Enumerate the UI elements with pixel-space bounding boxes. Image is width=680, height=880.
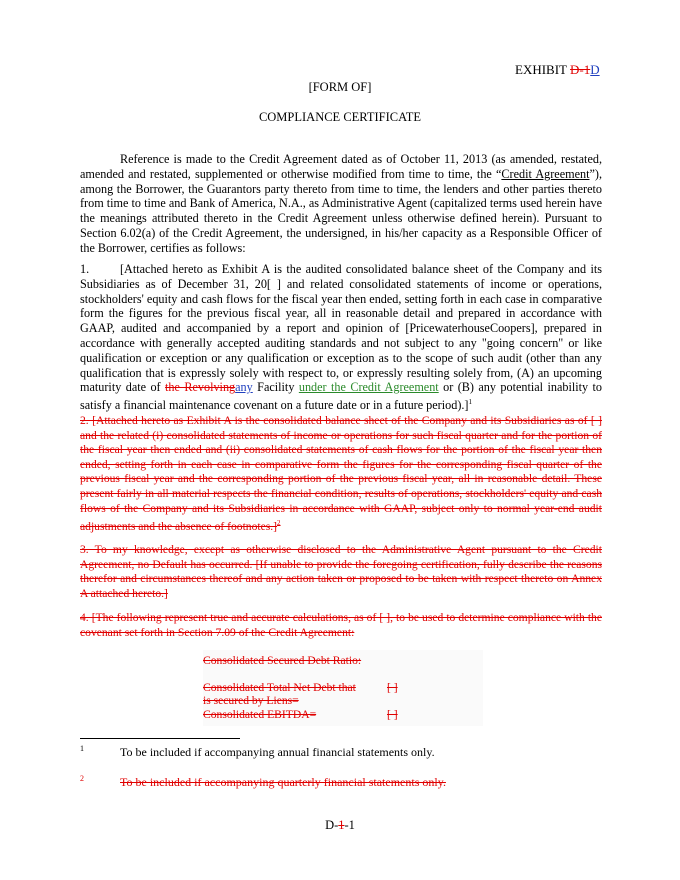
intro-paragraph: Reference is made to the Credit Agreement dated as of October 11, 2013 (as amended, restated, amended and restated, supplemented or otherwise modified from time to time, the “Credit Agreement”), among the Borrower, the Guarantors party thereto from time to time, the lenders and other parties thereto from time to time and Bank of America, N.A., as Administrative Agent (capitalized terms used herein have the meanings attributed thereto in the Credit Agreement unless otherwise defined herein). Pursuant to Section 6.02(a) of the Credit Agreement, the undersigned, in his/her capacity as a Responsible Officer of the Borrower, certifies as follows: xyxy=(80,152,602,255)
inserted-text-any: any xyxy=(235,380,253,395)
form-of-label: [FORM OF] xyxy=(308,80,372,94)
footnote-2-text: To be included if accompanying quarterly financial statements only. xyxy=(120,775,446,789)
footnote-separator xyxy=(80,738,240,739)
footnote-2 xyxy=(80,774,446,790)
inserted-text-under-credit-agreement: under the Credit Agreement xyxy=(298,380,439,395)
deleted-text-revolving: the Revolving xyxy=(165,380,236,395)
page-number-deleted: 1 xyxy=(338,818,345,832)
item-1-paragraph: 1. [Attached hereto as Exhibit A is the audited consolidated balance sheet of the Company and its Subsidiaries as of December 31, 20[ ] and related consolidated statements of income or operations, stockholders' equity and cash flows for the fiscal year then ended, setting forth in each case in comparative form the figures for the previous fiscal year, all in reasonable detail and prepared in accordance with GAAP, audited and accompanied by a report and opinion of [PricewaterhouseCoopers], prepared in accordance with generally accepted auditing standards and not subject to any "going concern" or like qualification or exception or any qualification or exception as to the scope of such audit (other than any qualification that is expressly solely with respect to, or expressly resulting solely from, (A) an upcoming maturity date of the Revolvingany Facility under the Credit Agreement or (B) any potential inability to satisfy a financial maintenance covenant on a future date or in a future period).]$^1$ xyxy=(80,262,602,413)
footnote-ref-1: 1 xyxy=(468,398,472,407)
table-row-total-net-debt-label: Consolidated Total Net Debt that xyxy=(203,681,356,694)
calculation-table xyxy=(203,650,483,726)
defined-term-credit-agreement: Credit Agreement xyxy=(501,166,590,181)
exhibit-label: EXHIBIT xyxy=(515,62,571,77)
item-2-deleted-paragraph: 2. [Attached hereto as Exhibit A is the consolidated balance sheet of the Company and its Subsidiaries as of [ ] and the related (i) consolidated statements of income or operations for such fiscal quarter and for the portion of the fiscal year then ended and (ii) consolidated statements of cash flows for the portion of the fiscal year then ended, setting forth in each case in comparative form the figures for the corresponding fiscal quarter of the previous fiscal year and the corresponding portion of the previous fiscal year, all in reasonable detail. These present fairly in all material respects the financial condition, results of operations, stockholders' equity and cash flows of the Company and its Subsidiaries in accordance with GAAP, subject only to normal year-end audit adjustments and the absence of footnotes.]$^2$ xyxy=(80,414,602,534)
table-row-ebitda-value: [ ] xyxy=(387,708,398,721)
table-row-total-net-debt-value: [ ] xyxy=(387,681,398,694)
page-number: D-1-1 xyxy=(325,818,355,832)
footnote-2-number: 2 xyxy=(80,774,84,783)
item-4-deleted-paragraph: 4. [The following represent true and accurate calculations, as of [ ], to be used to determine compliance with the covenant set forth in Section 7.09 of the Credit Agreement: xyxy=(80,611,602,639)
exhibit-heading xyxy=(515,62,600,78)
footnote-1-text: To be included if accompanying annual financial statements only. xyxy=(120,745,435,759)
footnote-ref-2: 2 xyxy=(277,519,281,528)
footnote-1-number: 1 xyxy=(80,744,84,753)
document-title: COMPLIANCE CERTIFICATE xyxy=(258,110,422,124)
item-3-deleted-paragraph: 3. To my knowledge, except as otherwise disclosed to the Administrative Agent pursuant to the Credit Agreement, no Default has occurred. [If unable to provide the foregoing certification, fully describe the reasons therefor and circumstances thereof and any action taken or proposed to be taken with respect thereto on Annex A attached hereto.] xyxy=(80,543,602,600)
table-row-secured-debt-ratio: Consolidated Secured Debt Ratio: xyxy=(203,654,362,667)
table-row-ebitda-label: Consolidated EBITDA= xyxy=(203,708,317,721)
exhibit-deleted-number: D-1 xyxy=(570,62,591,77)
item-1-number: 1. xyxy=(80,262,90,276)
footnote-1 xyxy=(80,744,435,760)
table-row-total-net-debt-label-cont: is secured by Liens= xyxy=(203,694,299,707)
exhibit-inserted-number: D xyxy=(590,62,600,77)
